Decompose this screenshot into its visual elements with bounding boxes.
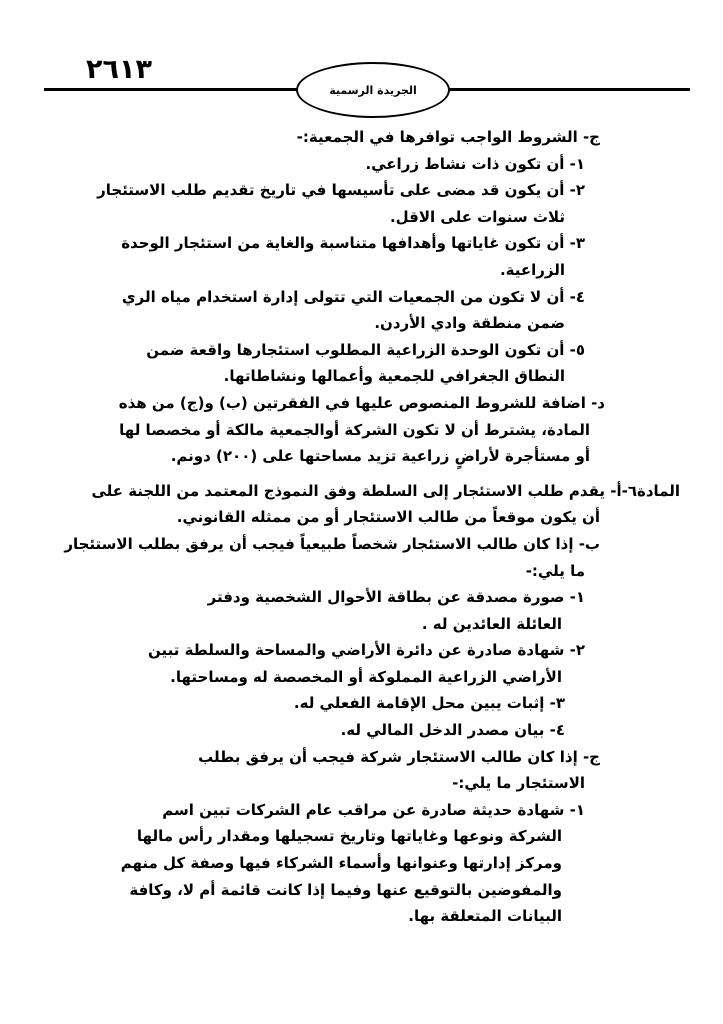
requirement-item-1-cont: العائلة العائدين له . bbox=[421, 614, 562, 633]
clause-d: د- اضافة للشروط المنصوص عليها في الفقرتين (ب) و(ج) من هذه bbox=[118, 393, 605, 412]
condition-item-5-cont: النطاق الجغرافي للجمعية وأعمالها ونشاطاتها. bbox=[223, 367, 565, 386]
condition-item-1: ١- أن تكون ذات نشاط زراعي. bbox=[365, 154, 585, 173]
condition-item-5: ٥- أن تكون الوحدة الزراعية المطلوب استئجارها واقعة ضمن bbox=[146, 340, 585, 359]
clause-c-cont: الاستئجار ما يلي:- bbox=[452, 774, 585, 793]
condition-item-4-cont: ضمن منطقة وادي الأردن. bbox=[374, 314, 565, 333]
requirement-item-2: ٢- شهادة صادرة عن دائرة الأراضي والمساحة والسلطة تبين bbox=[147, 641, 585, 660]
clause-d-cont-1: المادة، يشترط أن لا تكون الشركة أوالجمعية مالكة أو مخصصا لها bbox=[119, 420, 590, 439]
clause-b-cont: ما يلي:- bbox=[525, 561, 585, 580]
article-6-a: المادة٦-أ- يقدم طلب الاستئجار إلى السلطة وفق النموذج المعتمد من اللجنة على bbox=[91, 481, 680, 500]
company-item-1-cont-4: البيانات المتعلقة بها. bbox=[408, 907, 562, 926]
condition-item-2-cont: ثلاث سنوات على الاقل. bbox=[389, 207, 565, 226]
spacer bbox=[40, 470, 680, 478]
page-number: ٢٦١٣ bbox=[86, 54, 152, 85]
document-body bbox=[40, 124, 680, 1014]
condition-item-3: ٣- أن تكون غاياتها وأهدافها متناسبة والغاية من استئجار الوحدة bbox=[121, 234, 585, 253]
requirement-item-4: ٤- بيان مصدر الدخل المالي له. bbox=[340, 721, 565, 740]
section-heading-c: ج- الشروط الواجب توافرها في الجمعية:- bbox=[296, 128, 600, 146]
company-item-1-cont-1: الشركة ونوعها وغاياتها وتاريخ تسجيلها ومقدار رأس مالها bbox=[136, 827, 562, 846]
company-item-1-cont-3: والمفوضين بالتوقيع عنها وفيما إذا كانت قائمة أم لا، وكافة bbox=[129, 880, 562, 899]
requirement-item-2-cont: الأراضي الزراعية المملوكة أو المخصصة له ومساحتها. bbox=[170, 667, 562, 686]
clause-b: ب- إذا كان طالب الاستئجار شخصاً طبيعياً فيجب أن يرفق بطلب الاستئجار bbox=[64, 534, 600, 553]
clause-d-cont-2: أو مستأجرة لأراضٍ زراعية تزيد مساحتها على (٢٠٠) دونم. bbox=[170, 447, 590, 466]
requirement-item-1: ١- صورة مصدقة عن بطاقة الأحوال الشخصية ودفتر bbox=[207, 588, 585, 607]
requirement-item-3: ٣- إثبات يبين محل الإقامة الفعلي له. bbox=[293, 694, 565, 713]
gazette-title: الجريدة الرسمية bbox=[329, 83, 417, 97]
article-6-a-cont: أن يكون موقعاً من طالب الاستئجار أو من ممثله القانوني. bbox=[176, 508, 600, 527]
gazette-masthead bbox=[296, 62, 450, 118]
company-item-1-cont-2: ومركز إدارتها وعنوانها وأسماء الشركاء فيها وصفة كل منهم bbox=[120, 854, 562, 873]
clause-c: ج- إذا كان طالب الاستئجار شركة فيجب أن يرفق بطلب bbox=[198, 747, 600, 766]
company-item-1: ١- شهادة حديثة صادرة عن مراقب عام الشركات تبين اسم bbox=[162, 800, 585, 819]
condition-item-3-cont: الزراعية. bbox=[499, 260, 565, 279]
condition-item-2: ٢- أن يكون قد مضى على تأسيسها في تاريخ تقديم طلب الاستئجار bbox=[97, 181, 585, 200]
condition-item-4: ٤- أن لا تكون من الجمعيات التي تتولى إدارة استخدام مياه الري bbox=[121, 287, 585, 306]
